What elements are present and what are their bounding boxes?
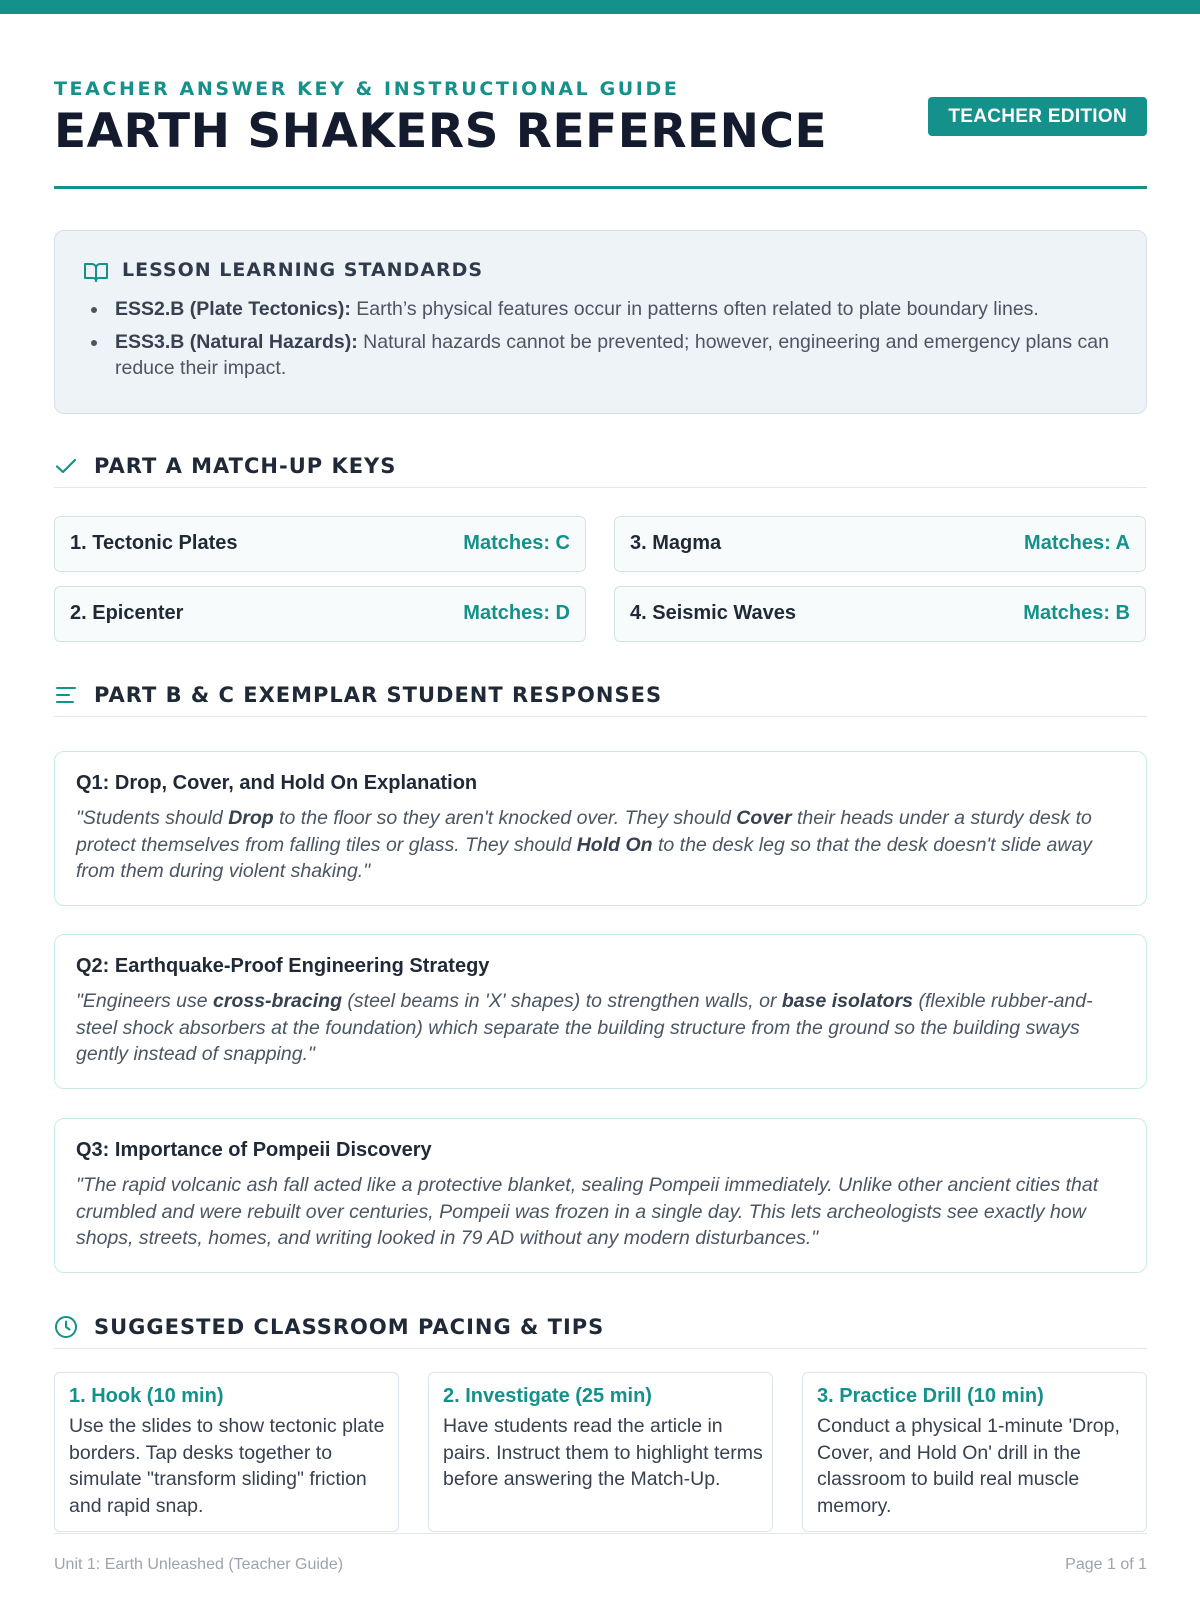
match-key-item	[614, 586, 1146, 642]
exemplar-response-card	[54, 751, 1147, 906]
match-key-item	[614, 516, 1146, 572]
page-title: EARTH SHAKERS REFERENCE	[54, 104, 828, 159]
answer-emphasis: Drop	[228, 807, 274, 829]
match-term: 4. Seismic Waves	[630, 602, 797, 624]
match-answer: Matches: C	[463, 532, 570, 554]
pacing-card-text: Have students read the article in pairs. Instruct them to highlight terms before answering the Match-Up.	[443, 1415, 763, 1490]
match-answer: Matches: A	[1024, 532, 1130, 554]
exemplar-response-card	[54, 1118, 1147, 1273]
response-question: Q3: Importance of Pompeii Discovery	[76, 1139, 432, 1161]
footer-unit-label: Unit 1: Earth Unleashed (Teacher Guide)	[54, 1556, 344, 1573]
pacing-card-text: Conduct a physical 1-minute 'Drop, Cover, and Hold On' drill in the classroom to build real muscle memory.	[817, 1415, 1120, 1517]
pacing-card-title: 2. Investigate (25 min)	[443, 1385, 652, 1407]
page-header	[54, 78, 1147, 190]
answer-text: "Engineers use	[76, 990, 214, 1012]
page-eyebrow: TEACHER ANSWER KEY & INSTRUCTIONAL GUIDE	[54, 78, 680, 100]
response-answer	[76, 805, 1116, 885]
answer-emphasis: base isolators	[781, 990, 914, 1012]
match-key-item	[54, 586, 586, 642]
exemplar-response-card	[54, 934, 1147, 1089]
part-bc-heading	[54, 681, 1147, 717]
footer-divider	[54, 1533, 1147, 1534]
answer-text: (flexible rubber-and-steel shock absorbers at the foundation) which separate the building structure from the ground so the building sways gently instead of snapping."	[76, 990, 1093, 1065]
header-divider	[54, 186, 1147, 189]
learning-standards-box	[54, 230, 1147, 414]
pacing-card-title: 3. Practice Drill (10 min)	[817, 1385, 1044, 1407]
answer-text: "The rapid volcanic ash fall acted like a protective blanket, sealing Pompeii immediately. Unlike other ancient cities that crumbled and were rebuilt over centuries, Pompeii was frozen in a single day. This lets archeologists see exactly how shops, streets, homes, and writing looked in 79 AD without any modern disturbances."	[76, 1174, 1099, 1249]
footer-page-number: Page 1 of 1	[1065, 1556, 1147, 1573]
response-answer	[76, 988, 1116, 1068]
standards-title: LESSON LEARNING STANDARDS	[122, 259, 484, 281]
standard-text: Natural hazards cannot be prevented; however, engineering and emergency plans can reduce their impact.	[115, 331, 1109, 379]
answer-text: to the desk leg so that the desk doesn't slide away from them during violent shaking."	[76, 833, 1093, 882]
book-open-icon	[83, 261, 109, 283]
match-term: 2. Epicenter	[70, 602, 184, 624]
match-term: 3. Magma	[630, 532, 722, 554]
answer-emphasis: Cover	[736, 807, 792, 829]
standard-code: ESS2.B (Plate Tectonics):	[115, 298, 351, 320]
answer-emphasis: cross-bracing	[213, 990, 342, 1012]
pacing-card	[428, 1372, 773, 1532]
part-a-title: PART A MATCH-UP KEYS	[94, 454, 397, 478]
pacing-title: SUGGESTED CLASSROOM PACING & TIPS	[94, 1315, 605, 1339]
pacing-card-text: Use the slides to show tectonic plate borders. Tap desks together to simulate "transform sliding" friction and rapid snap.	[69, 1415, 385, 1517]
match-answer: Matches: B	[1023, 602, 1130, 624]
pacing-card	[54, 1372, 399, 1532]
response-answer	[76, 1172, 1116, 1252]
match-key-item	[54, 516, 586, 572]
answer-text: to the floor so they aren't knocked over. They should	[273, 807, 737, 829]
standard-text: Earth’s physical features occur in patterns often related to plate boundary lines.	[350, 298, 1039, 320]
text-lines-icon	[54, 683, 78, 707]
response-question: Q2: Earthquake-Proof Engineering Strategy	[76, 955, 490, 977]
check-icon	[54, 454, 78, 478]
match-term: 1. Tectonic Plates	[70, 532, 238, 554]
top-accent-bar	[0, 0, 1200, 14]
teacher-edition-badge: TEACHER EDITION	[928, 97, 1147, 136]
match-answer: Matches: D	[463, 602, 570, 624]
standard-item	[115, 296, 1125, 322]
part-bc-title: PART B & C EXEMPLAR STUDENT RESPONSES	[94, 683, 663, 707]
standards-list	[115, 296, 1125, 388]
answer-text: (steel beams in 'X' shapes) to strengthen walls, or	[341, 990, 782, 1012]
answer-emphasis: Hold On	[576, 833, 653, 856]
pacing-heading	[54, 1313, 1147, 1349]
response-question: Q1: Drop, Cover, and Hold On Explanation	[76, 772, 478, 794]
pacing-card	[802, 1372, 1147, 1532]
clock-icon	[54, 1315, 78, 1339]
answer-text: their heads under a sturdy desk to protect themselves from falling tiles or glass. They should	[76, 807, 1092, 856]
pacing-card-title: 1. Hook (10 min)	[69, 1385, 224, 1407]
answer-text: "Students should	[76, 807, 229, 829]
standard-item	[115, 329, 1125, 381]
part-a-heading	[54, 452, 1147, 488]
standard-code: ESS3.B (Natural Hazards):	[115, 331, 358, 353]
